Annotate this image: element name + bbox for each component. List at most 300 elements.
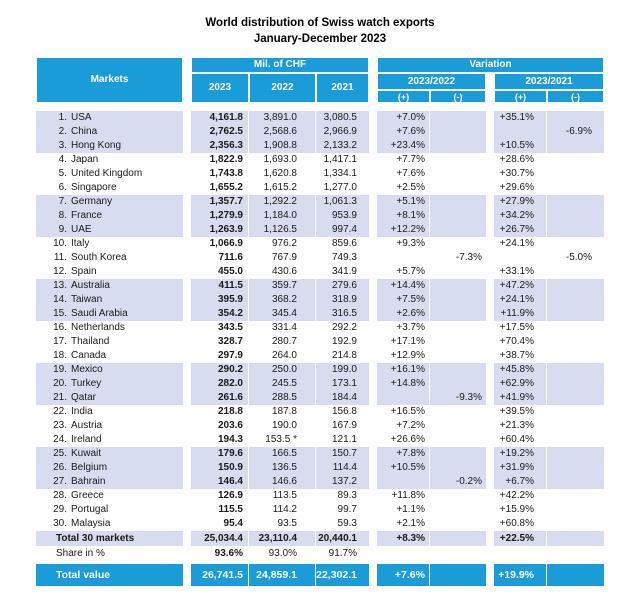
total-value-2022: 24,859.1 xyxy=(249,564,316,586)
market-row xyxy=(36,461,604,475)
market-name: Bahrain xyxy=(71,476,106,487)
value-2022: 245.5 xyxy=(249,377,316,391)
total-30-var-2223-minus xyxy=(430,531,486,546)
total-value-var-2123-plus: +19.9% xyxy=(494,564,547,586)
title-line-1: World distribution of Swiss watch exports xyxy=(205,17,435,29)
value-2023: 2,762.5 xyxy=(191,125,249,139)
value-2021: 59.3 xyxy=(337,518,357,529)
variation-2023-2022-minus xyxy=(430,139,486,153)
variation-2023-2022-minus xyxy=(430,503,486,517)
value-2022: 430.6 xyxy=(249,265,316,279)
market-cell xyxy=(36,419,183,433)
value-2023: 115.5 xyxy=(191,503,249,517)
variation-2023-2021-minus xyxy=(547,489,604,503)
variation-2023-2021-plus: +38.7% xyxy=(494,349,547,363)
market-rank: 22. xyxy=(53,406,67,417)
report-title xyxy=(0,15,640,47)
variation-2023-2022-minus xyxy=(430,209,486,223)
variation-2023-2021-minus: -6.9% xyxy=(547,125,604,139)
variation-2023-2021-minus xyxy=(547,363,604,377)
value-2022: 1,292.2 xyxy=(249,195,316,209)
market-cell xyxy=(36,447,183,461)
market-row xyxy=(36,251,604,265)
market-rank: 21. xyxy=(53,392,67,403)
variation-2023-2022-plus: +7.5% xyxy=(377,293,430,307)
value-2021: 292.2 xyxy=(331,322,357,333)
variation-2023-2022-plus: +5.1% xyxy=(377,195,430,209)
market-rank: 25. xyxy=(53,448,67,459)
market-cell xyxy=(36,181,183,195)
total-value-var-2223-minus xyxy=(430,564,486,586)
market-rank: 18. xyxy=(53,350,67,361)
value-2022: 146.6 xyxy=(249,475,316,489)
share-var-2123-plus xyxy=(494,546,547,561)
market-rank: 19. xyxy=(53,364,67,375)
value-2021: 114.4 xyxy=(316,461,369,475)
variation-2023-2021-plus: +35.1% xyxy=(494,111,547,125)
market-row xyxy=(36,475,604,489)
market-name: France xyxy=(71,210,103,221)
market-cell xyxy=(36,153,183,167)
share-var-2223-plus xyxy=(377,546,430,561)
market-row xyxy=(36,139,604,153)
variation-2023-2021-plus: +24.1% xyxy=(494,293,547,307)
market-rank: 4. xyxy=(58,154,67,165)
variation-2023-2022-plus xyxy=(377,251,430,265)
value-2021: 184.4 xyxy=(316,391,369,405)
value-2023: 2,356.3 xyxy=(191,139,249,153)
variation-2023-2022-plus: +7.0% xyxy=(377,111,430,125)
value-2023: 179.6 xyxy=(191,447,249,461)
total-30-markets-row xyxy=(36,531,604,546)
variation-2023-2021-minus xyxy=(547,279,604,293)
variation-2023-2021-minus xyxy=(547,153,604,167)
market-rank: 5. xyxy=(58,168,67,179)
market-name: Portugal xyxy=(71,504,109,515)
variation-2023-2021-plus: +11.9% xyxy=(494,307,547,321)
header-chf-group: Mil. of CHF xyxy=(191,57,369,73)
market-row xyxy=(36,447,604,461)
total-value-var-2223-plus: +7.6% xyxy=(377,564,430,586)
market-cell xyxy=(36,237,183,251)
table-body xyxy=(36,111,604,531)
variation-2023-2022-plus: +12.2% xyxy=(377,223,430,237)
variation-2023-2022-minus xyxy=(430,307,486,321)
variation-2023-2022-plus: +7.7% xyxy=(377,153,430,167)
value-2023: 203.6 xyxy=(191,419,249,433)
value-2022: 280.7 xyxy=(249,335,316,349)
variation-2023-2022-minus xyxy=(430,153,486,167)
share-var-2223-minus xyxy=(430,546,486,561)
variation-2023-2021-minus xyxy=(547,265,604,279)
value-2023: 4,161.8 xyxy=(191,111,249,125)
market-name: Malaysia xyxy=(71,518,111,529)
variation-2023-2022-plus: +7.6% xyxy=(377,125,430,139)
market-name: Greece xyxy=(71,490,104,501)
value-2023: 194.3 xyxy=(191,433,249,447)
market-cell xyxy=(36,279,183,293)
market-row xyxy=(36,181,604,195)
market-cell xyxy=(36,139,183,153)
market-name: Taiwan xyxy=(71,294,103,305)
variation-2023-2021-minus xyxy=(547,475,604,489)
variation-2023-2021-minus xyxy=(547,321,604,335)
value-2023: 1,822.9 xyxy=(191,153,249,167)
market-rank: 15. xyxy=(53,308,67,319)
value-2022: 153.5 * xyxy=(249,433,316,447)
market-row xyxy=(36,167,604,181)
variation-2023-2022-plus: +7.2% xyxy=(377,419,430,433)
market-rank: 20. xyxy=(53,378,67,389)
variation-2023-2022-plus xyxy=(377,391,430,405)
market-row xyxy=(36,377,604,391)
variation-2023-2022-plus: +10.5% xyxy=(377,461,430,475)
market-rank: 30. xyxy=(53,518,67,529)
variation-2023-2021-plus: +60.4% xyxy=(494,433,547,447)
market-name: Belgium xyxy=(71,462,108,473)
variation-2023-2022-plus: +2.1% xyxy=(377,517,430,531)
variation-2023-2021-plus: +21.3% xyxy=(494,419,547,433)
variation-2023-2021-plus: +62.9% xyxy=(494,377,547,391)
variation-2023-2021-plus xyxy=(494,125,547,139)
variation-2023-2022-minus xyxy=(430,237,486,251)
market-name: United Kingdom xyxy=(71,168,143,179)
value-2023: 290.2 xyxy=(191,363,249,377)
market-name: South Korea xyxy=(71,252,127,263)
variation-2023-2022-plus: +7.6% xyxy=(377,167,430,181)
value-2022: 1,908.8 xyxy=(249,139,316,153)
value-2021: 341.9 xyxy=(331,266,357,277)
total-value-label: Total value xyxy=(36,564,183,586)
variation-2023-2022-plus: +12.9% xyxy=(377,349,430,363)
value-2022: 976.2 xyxy=(249,237,316,251)
variation-2023-2021-minus xyxy=(547,307,604,321)
value-2023: 261.6 xyxy=(191,391,249,405)
variation-2023-2022-minus xyxy=(430,265,486,279)
variation-2023-2021-minus xyxy=(547,293,604,307)
variation-2023-2021-plus: +6.7% xyxy=(494,475,547,489)
total-value-2021: 22,302.1 xyxy=(316,564,369,586)
market-row xyxy=(36,209,604,223)
total-30-var-2123-minus xyxy=(547,531,604,546)
variation-2023-2022-minus xyxy=(430,433,486,447)
variation-2023-2021-minus xyxy=(547,405,604,419)
market-name: Turkey xyxy=(71,378,102,389)
market-cell xyxy=(36,125,183,139)
value-2021: 2,133.2 xyxy=(316,139,369,153)
header-markets: Markets xyxy=(36,57,183,103)
share-2021: 91.7% xyxy=(328,548,357,559)
value-2023: 1,743.8 xyxy=(191,167,249,181)
market-cell xyxy=(36,489,183,503)
market-rank: 13. xyxy=(53,280,67,291)
value-2023: 150.9 xyxy=(191,461,249,475)
variation-2023-2021-plus: +15.9% xyxy=(494,503,547,517)
value-2022: 187.8 xyxy=(249,405,316,419)
value-2023: 146.4 xyxy=(191,475,249,489)
market-cell xyxy=(36,209,183,223)
value-2022: 190.0 xyxy=(249,419,316,433)
market-name: Singapore xyxy=(71,182,117,193)
variation-2023-2021-minus xyxy=(547,503,604,517)
market-row xyxy=(36,265,604,279)
value-2022: 2,568.6 xyxy=(249,125,316,139)
variation-2023-2022-minus xyxy=(430,293,486,307)
value-2022: 767.9 xyxy=(249,251,316,265)
market-name: Kuwait xyxy=(71,448,102,459)
market-name: Austria xyxy=(71,420,103,431)
total-30-var-2123-plus: +22.5% xyxy=(494,531,547,546)
variation-2023-2022-plus xyxy=(377,475,430,489)
market-name: Japan xyxy=(71,154,99,165)
value-2021: 316.5 xyxy=(316,307,369,321)
market-rank: 16. xyxy=(53,322,67,333)
value-2021: 121.1 xyxy=(331,434,357,445)
market-name: China xyxy=(71,126,98,137)
value-2022: 136.5 xyxy=(249,461,316,475)
market-cell xyxy=(36,335,183,349)
value-2022: 288.5 xyxy=(249,391,316,405)
variation-2023-2021-plus: +60.8% xyxy=(494,517,547,531)
market-cell xyxy=(36,377,183,391)
value-2021: 1,417.1 xyxy=(323,154,357,165)
value-2021: 859.6 xyxy=(331,238,357,249)
variation-2023-2022-minus xyxy=(430,125,486,139)
value-2022: 1,620.8 xyxy=(249,167,316,181)
market-row xyxy=(36,153,604,167)
variation-2023-2021-minus xyxy=(547,419,604,433)
variation-2023-2022-plus: +2.6% xyxy=(377,307,430,321)
variation-2023-2021-minus xyxy=(547,111,604,125)
market-cell xyxy=(36,517,183,531)
variation-2023-2021-plus: +42.2% xyxy=(494,489,547,503)
variation-2023-2021-minus xyxy=(547,335,604,349)
market-cell xyxy=(36,475,183,489)
value-2021: 1,277.0 xyxy=(323,182,357,193)
variation-2023-2021-plus: +27.9% xyxy=(494,195,547,209)
value-2023: 1,279.9 xyxy=(191,209,249,223)
market-row xyxy=(36,363,604,377)
variation-2023-2021-minus xyxy=(547,195,604,209)
value-2021: 192.9 xyxy=(331,336,357,347)
variation-2023-2021-plus: +34.2% xyxy=(494,209,547,223)
market-rank: 14. xyxy=(53,294,67,305)
variation-2023-2022-minus xyxy=(430,461,486,475)
market-cell xyxy=(36,433,183,447)
market-cell xyxy=(36,461,183,475)
variation-2023-2021-plus: +33.1% xyxy=(494,265,547,279)
value-2022: 93.5 xyxy=(249,517,316,531)
total-value-row xyxy=(36,564,604,586)
market-row xyxy=(36,195,604,209)
value-2023: 297.9 xyxy=(191,349,249,363)
market-cell xyxy=(36,307,183,321)
total-value-2023: 26,741.5 xyxy=(191,564,249,586)
variation-2023-2021-plus: +17.5% xyxy=(494,321,547,335)
variation-2023-2021-minus xyxy=(547,181,604,195)
value-2021: 953.9 xyxy=(316,209,369,223)
value-2022: 264.0 xyxy=(249,349,316,363)
market-row xyxy=(36,293,604,307)
market-rank: 6. xyxy=(58,182,67,193)
market-name: Hong Kong xyxy=(71,140,122,151)
market-rank: 26. xyxy=(53,462,67,473)
value-2021: 3,080.5 xyxy=(316,111,369,125)
market-row xyxy=(36,433,604,447)
variation-2023-2021-minus xyxy=(547,223,604,237)
value-2022: 1,126.5 xyxy=(249,223,316,237)
value-2022: 113.5 xyxy=(249,489,316,503)
header-year-2021: 2021 xyxy=(316,73,369,103)
market-name: Saudi Arabia xyxy=(71,308,128,319)
value-2022: 114.2 xyxy=(249,503,316,517)
variation-2023-2021-plus: +29.6% xyxy=(494,181,547,195)
market-rank: 28. xyxy=(53,490,67,501)
market-cell xyxy=(36,195,183,209)
share-row xyxy=(36,546,604,561)
market-row xyxy=(36,307,604,321)
market-name: Thailand xyxy=(71,336,110,347)
variation-2023-2021-plus: +45.8% xyxy=(494,363,547,377)
market-rank: 7. xyxy=(58,196,67,207)
variation-2023-2021-minus xyxy=(547,167,604,181)
variation-2023-2021-minus xyxy=(547,377,604,391)
value-2022: 3,891.0 xyxy=(249,111,316,125)
market-row xyxy=(36,125,604,139)
market-cell xyxy=(36,349,183,363)
variation-2023-2021-plus: +26.7% xyxy=(494,223,547,237)
variation-2023-2021-minus: -5.0% xyxy=(565,252,592,263)
value-2022: 331.4 xyxy=(249,321,316,335)
title-line-2: January-December 2023 xyxy=(253,33,387,45)
header-period-2023-2022: 2023/2022 xyxy=(377,73,486,90)
header-minus-2023-2021: (-) xyxy=(547,90,604,103)
market-name: Qatar xyxy=(71,392,97,403)
variation-2023-2022-plus: +26.6% xyxy=(377,433,430,447)
market-row xyxy=(36,223,604,237)
variation-2023-2021-plus: +28.6% xyxy=(494,153,547,167)
variation-2023-2021-plus: +24.1% xyxy=(494,237,547,251)
value-2021: 167.9 xyxy=(331,420,357,431)
exports-table xyxy=(36,57,604,586)
market-cell xyxy=(36,503,183,517)
variation-2023-2022-minus xyxy=(430,405,486,419)
value-2023: 126.9 xyxy=(191,489,249,503)
market-rank: 10. xyxy=(53,238,67,249)
value-2021: 99.7 xyxy=(337,504,357,515)
variation-2023-2021-minus xyxy=(547,349,604,363)
variation-2023-2022-minus: -0.2% xyxy=(430,475,486,489)
total-30-2021: 20,440.1 xyxy=(316,531,369,546)
variation-2023-2021-plus: +39.5% xyxy=(494,405,547,419)
variation-2023-2022-minus xyxy=(430,377,486,391)
variation-2023-2022-minus xyxy=(430,181,486,195)
value-2023: 395.9 xyxy=(191,293,249,307)
variation-2023-2022-minus xyxy=(430,363,486,377)
market-cell xyxy=(36,265,183,279)
variation-2023-2021-plus: +47.2% xyxy=(494,279,547,293)
value-2021: 137.2 xyxy=(316,475,369,489)
market-rank: 12. xyxy=(53,266,67,277)
value-2021: 156.8 xyxy=(331,406,357,417)
variation-2023-2022-plus: +3.7% xyxy=(377,321,430,335)
share-var-2123-minus xyxy=(547,546,604,561)
variation-2023-2022-minus xyxy=(430,279,486,293)
value-2023: 328.7 xyxy=(191,335,249,349)
market-cell xyxy=(36,321,183,335)
variation-2023-2022-plus: +2.5% xyxy=(377,181,430,195)
variation-2023-2022-plus: +23.4% xyxy=(377,139,430,153)
variation-2023-2022-plus: +16.1% xyxy=(377,363,430,377)
total-30-var-2223-plus: +8.3% xyxy=(377,531,430,546)
market-rank: 9. xyxy=(58,224,67,235)
share-2023: 93.6% xyxy=(191,546,249,561)
market-row xyxy=(36,405,604,419)
variation-2023-2021-minus xyxy=(547,461,604,475)
variation-2023-2022-minus xyxy=(430,349,486,363)
market-cell xyxy=(36,167,183,181)
variation-2023-2021-minus xyxy=(547,209,604,223)
value-2022: 250.0 xyxy=(249,363,316,377)
market-rank: 11. xyxy=(53,252,67,263)
market-cell xyxy=(36,111,183,125)
value-2021: 749.3 xyxy=(331,252,357,263)
market-cell xyxy=(36,223,183,237)
total-30-label: Total 30 markets xyxy=(36,531,183,546)
variation-2023-2022-minus xyxy=(430,167,486,181)
value-2023: 411.5 xyxy=(191,279,249,293)
header-year-2022: 2022 xyxy=(249,73,316,103)
market-rank: 1. xyxy=(58,112,67,123)
variation-2023-2022-plus: +11.8% xyxy=(377,489,430,503)
value-2021: 214.8 xyxy=(331,350,357,361)
value-2021: 89.3 xyxy=(337,490,357,501)
variation-2023-2022-plus: +9.3% xyxy=(377,237,430,251)
value-2023: 218.8 xyxy=(191,405,249,419)
value-2021: 997.4 xyxy=(316,223,369,237)
variation-2023-2022-minus xyxy=(430,111,486,125)
variation-2023-2022-minus xyxy=(430,517,486,531)
variation-2023-2021-minus xyxy=(547,391,604,405)
market-cell xyxy=(36,391,183,405)
variation-2023-2022-minus xyxy=(430,447,486,461)
total-30-2022: 23,110.4 xyxy=(249,531,316,546)
market-name: UAE xyxy=(71,224,92,235)
variation-2023-2022-plus: +17.1% xyxy=(377,335,430,349)
variation-2023-2022-plus: +7.8% xyxy=(377,447,430,461)
market-name: Spain xyxy=(71,266,97,277)
value-2022: 1,184.0 xyxy=(249,209,316,223)
value-2022: 368.2 xyxy=(249,293,316,307)
value-2023: 1,357.7 xyxy=(191,195,249,209)
variation-2023-2021-minus xyxy=(547,517,604,531)
market-cell xyxy=(36,251,183,265)
variation-2023-2021-plus xyxy=(494,251,547,265)
variation-2023-2022-plus: +1.1% xyxy=(377,503,430,517)
share-label: Share in % xyxy=(56,548,105,559)
market-row xyxy=(36,517,604,531)
value-2023: 455.0 xyxy=(191,265,249,279)
variation-2023-2022-plus: +5.7% xyxy=(377,265,430,279)
market-row xyxy=(36,349,604,363)
market-row xyxy=(36,503,604,517)
variation-2023-2022-plus: +16.5% xyxy=(377,405,430,419)
table-header xyxy=(36,57,604,103)
variation-2023-2021-plus: +70.4% xyxy=(494,335,547,349)
market-rank: 8. xyxy=(58,210,67,221)
value-2023: 343.5 xyxy=(191,321,249,335)
total-30-2023: 25,034.4 xyxy=(191,531,249,546)
